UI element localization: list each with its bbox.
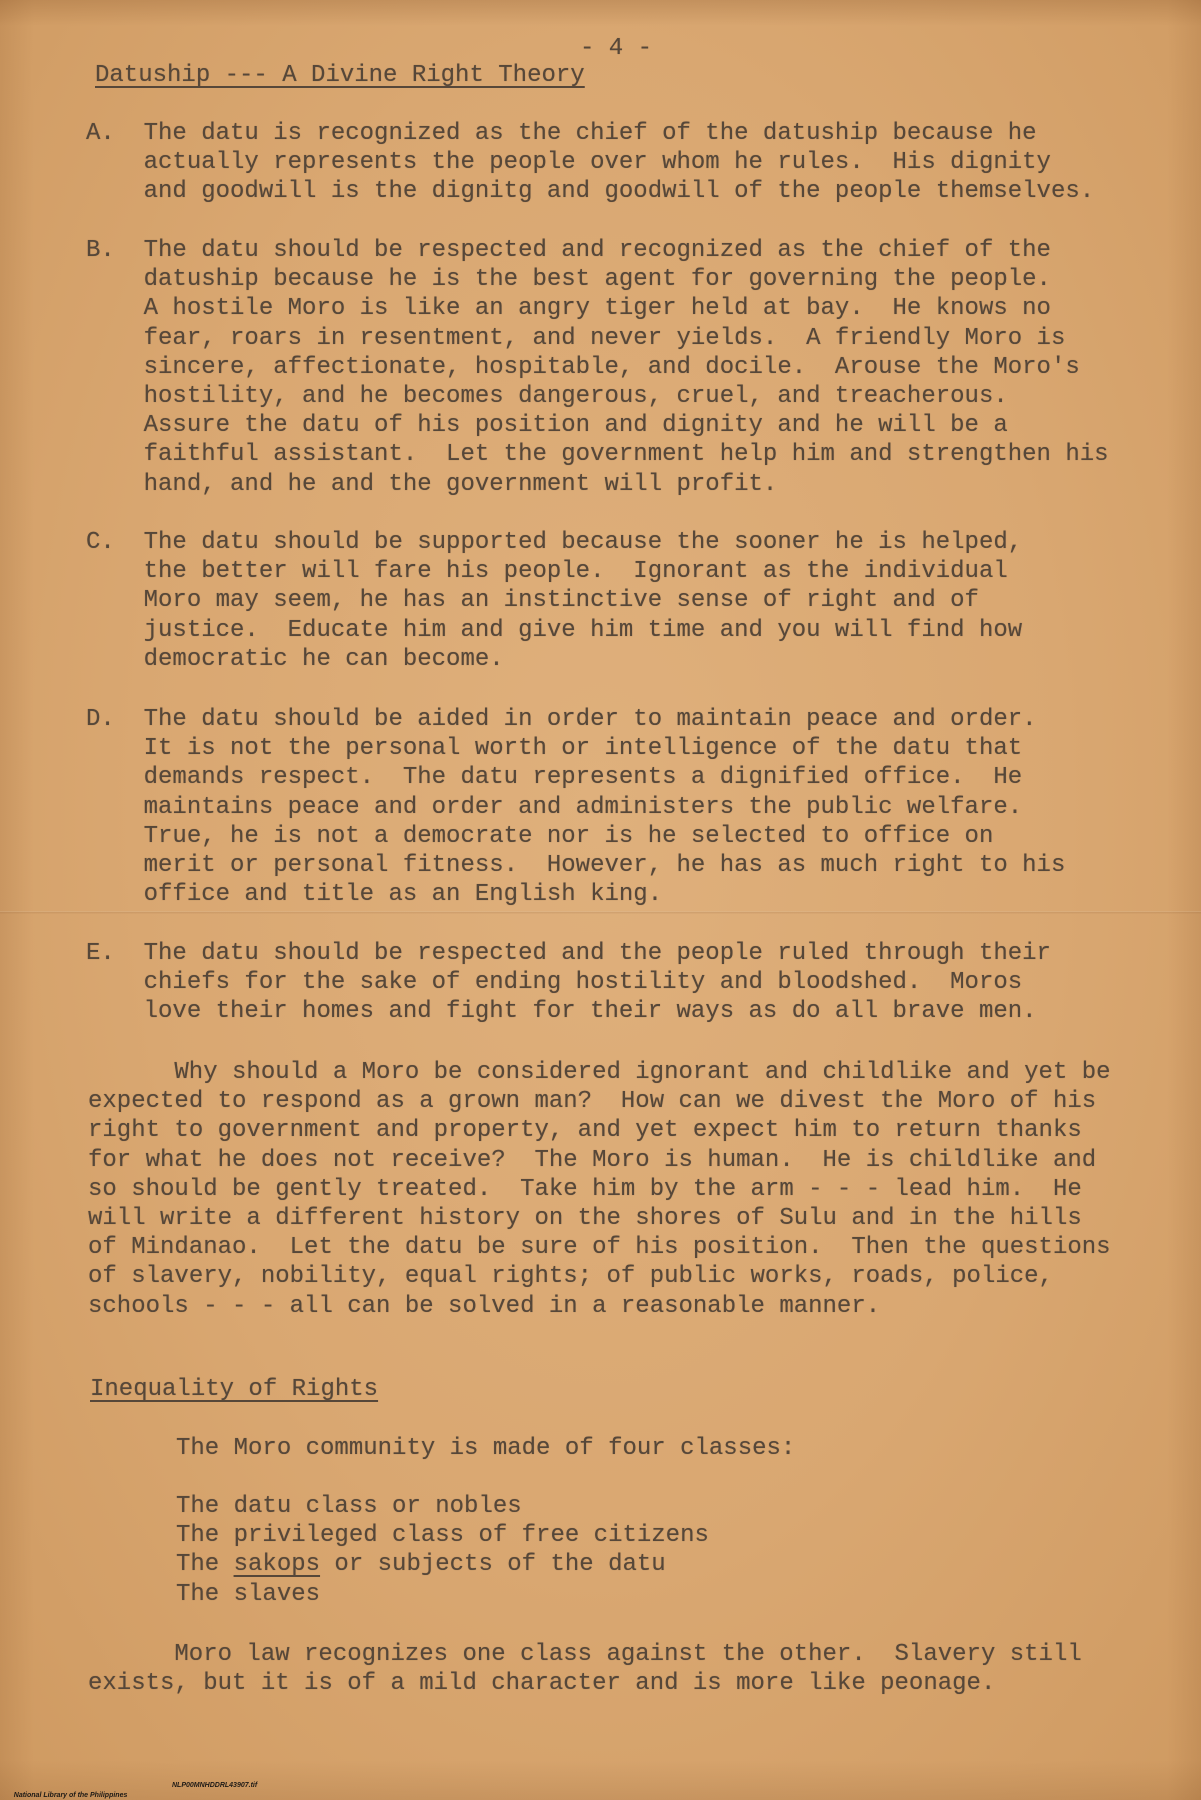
item-marker: C.	[86, 529, 115, 556]
classes-intro	[176, 1434, 795, 1463]
body-paragraph	[88, 1058, 1111, 1321]
item-text	[144, 236, 1109, 499]
item-text	[144, 119, 1095, 207]
item-line: hand, and he and the government will profit.	[143, 470, 778, 498]
item-line: the better will fare his people. Ignorant as the individual	[143, 558, 1008, 586]
item-d	[86, 705, 1065, 909]
item-line: The datu should be aided in order to maintain peace and order.	[143, 706, 1037, 733]
section-heading-text: Inequality of Rights	[90, 1376, 379, 1403]
item-marker: E.	[86, 940, 115, 967]
item-a	[86, 119, 1094, 207]
item-c	[86, 528, 1022, 674]
section-heading-inequality	[90, 1375, 378, 1404]
classes-intro-text: The Moro community is made of four classes:	[176, 1435, 796, 1462]
list-item: The slaves	[176, 1580, 321, 1608]
item-line: demands respect. The datu represents a dignified office. He	[143, 764, 1023, 792]
item-marker: B.	[86, 237, 115, 264]
paragraph-line: exists, but it is of a mild character and is more like peonage.	[88, 1670, 996, 1698]
item-line: office and title as an English king.	[143, 881, 663, 909]
item-line: love their homes and fight for their ways as do all brave men.	[143, 998, 1037, 1026]
underlined-term: sakops	[233, 1551, 321, 1579]
item-marker: A.	[86, 120, 115, 147]
item-text	[144, 705, 1066, 909]
paragraph-line: schools - - - all can be solved in a reasonable manner.	[88, 1292, 881, 1320]
item-text	[144, 939, 1051, 1027]
footer-file-name: NLP00MNHDDRL43907.tif	[172, 1782, 258, 1789]
list-item-suffix: or subjects of the datu	[320, 1551, 666, 1579]
paragraph-line: Why should a Moro be considered ignorant and childlike and yet be	[174, 1059, 1111, 1086]
paragraph-line: so should be gently treated. Take him by the arm - - - lead him. He	[88, 1175, 1082, 1203]
paragraph-line: expected to respond as a grown man? How can we divest the Moro of his	[88, 1088, 1097, 1116]
item-line: The datu is recognized as the chief of the datuship because he	[143, 120, 1037, 147]
item-b	[86, 236, 1109, 499]
paragraph-line: will write a different history on the shores of Sulu and in the hills	[88, 1204, 1082, 1232]
item-line: chiefs for the sake of ending hostility and bloodshed. Moros	[143, 969, 1023, 997]
paragraph-line: of Mindanao. Let the datu be sure of his position. Then the questions	[88, 1234, 1111, 1262]
item-line: True, he is not a democrate nor is he selected to office on	[143, 822, 994, 850]
item-line: justice. Educate him and give him time and you will find how	[143, 616, 1023, 644]
list-item-prefix: The	[176, 1551, 234, 1579]
item-line: It is not the personal worth or intelligence of the datu that	[143, 735, 1023, 763]
archive-footer	[6, 1781, 426, 1799]
paragraph-line: of slavery, nobility, equal rights; of public works, roads, police,	[88, 1263, 1053, 1291]
item-line: Assure the datu of his position and dignity and he will be a	[143, 412, 1008, 440]
page-number	[580, 34, 652, 63]
item-text	[144, 528, 1023, 674]
paragraph-line: right to government and property, and yet expect him to return thanks	[88, 1117, 1082, 1145]
closing-paragraph	[88, 1640, 1082, 1698]
item-line: The datu should be respected and recognized as the chief of the	[143, 237, 1051, 264]
item-line: merit or personal fitness. However, he has as much right to his	[143, 851, 1066, 879]
classes-list	[176, 1492, 709, 1609]
item-line: datuship because he is the best agent for governing the people.	[143, 266, 1051, 294]
section-heading-text: Datuship --- A Divine Right Theory	[95, 62, 585, 89]
footer-library: National Library of the Philippines	[13, 1792, 128, 1799]
item-line: hostility, and he becomes dangerous, cruel, and treacherous.	[143, 382, 1008, 410]
list-item: The privileged class of free citizens	[176, 1522, 709, 1550]
item-line: A hostile Moro is like an angry tiger held at bay. He knows no	[143, 295, 1051, 323]
list-item: The datu class or nobles	[176, 1493, 522, 1520]
item-marker: D.	[86, 706, 115, 733]
item-line: The datu should be supported because the sooner he is helped,	[143, 529, 1023, 556]
list-item	[176, 1550, 709, 1579]
item-e	[86, 939, 1051, 1027]
section-heading-line	[90, 1375, 378, 1404]
item-line: Moro may seem, he has an instinctive sense of right and of	[143, 587, 979, 615]
paragraph-line: for what he does not receive? The Moro is human. He is childlike and	[88, 1146, 1097, 1174]
page-number-text: - 4 -	[580, 35, 653, 62]
item-line: sincere, affectionate, hospitable, and docile. Arouse the Moro's	[143, 353, 1080, 381]
paper-fold-crease	[0, 911, 1201, 914]
item-line: The datu should be respected and the people ruled through their	[143, 940, 1051, 967]
item-line: fear, roars in resentment, and never yields. A friendly Moro is	[143, 324, 1066, 352]
section-heading-line	[95, 61, 585, 90]
item-line: faithful assistant. Let the government help him and strengthen his	[143, 441, 1109, 469]
item-line: actually represents the people over whom he rules. His dignity	[143, 149, 1051, 177]
paragraph-line: Moro law recognizes one class against the other. Slavery still	[174, 1641, 1082, 1668]
section-heading-datuship	[95, 61, 585, 90]
item-line: maintains peace and order and administers the public welfare.	[143, 793, 1023, 821]
item-line: democratic he can become.	[143, 645, 504, 673]
item-line: and goodwill is the dignitg and goodwill of the people themselves.	[143, 178, 1095, 206]
